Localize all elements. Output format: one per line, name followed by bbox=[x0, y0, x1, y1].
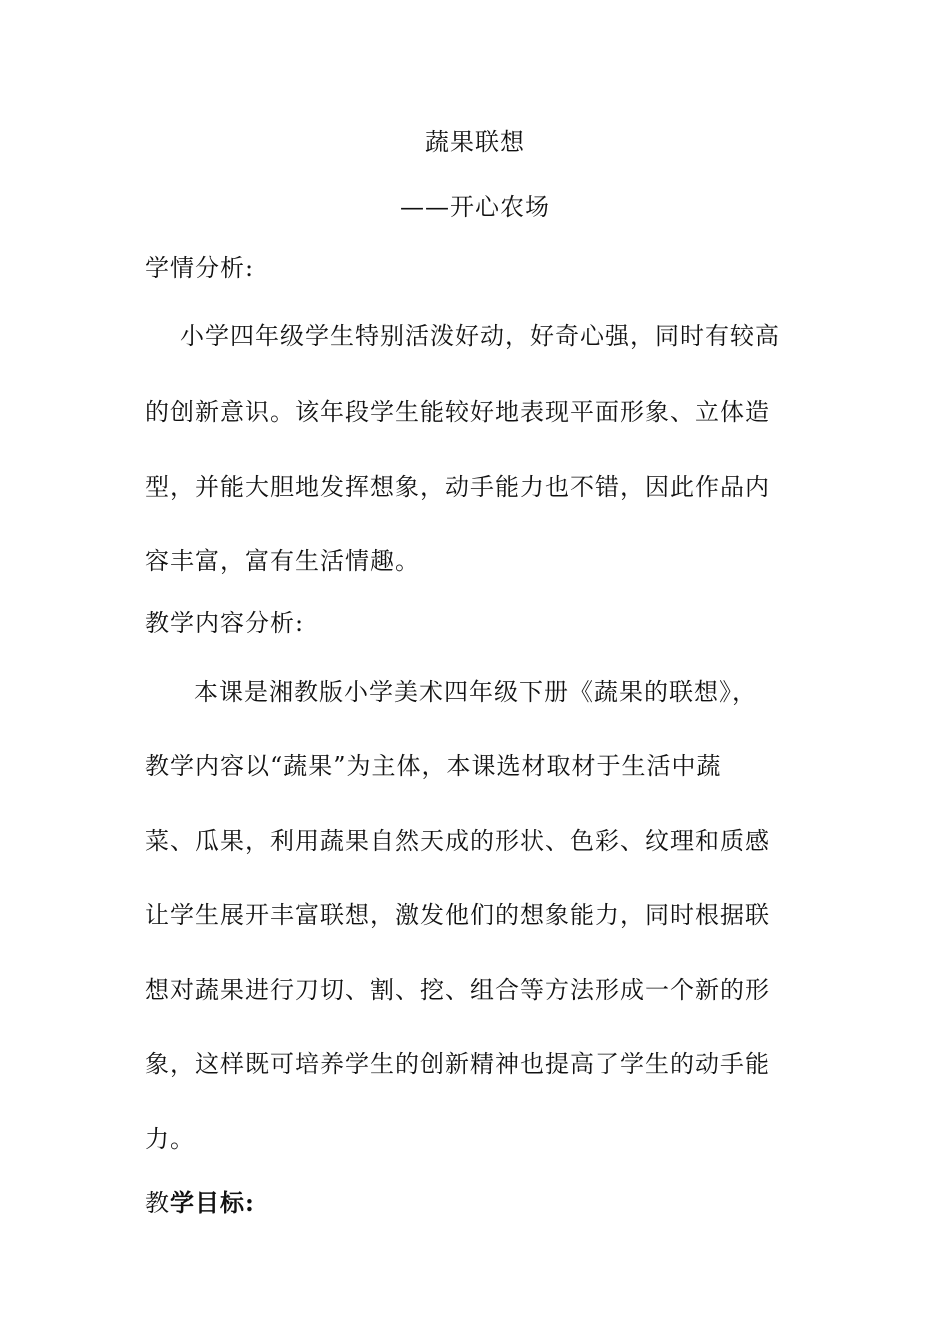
heading-part-bold: 学目标: bbox=[170, 1188, 255, 1217]
paragraph-line: 想对蔬果进行刀切、割、挖、组合等方法形成一个新的形 bbox=[145, 976, 770, 1004]
paragraph-line: 教学内容以“蔬果”为主体，本课选材取材于生活中蔬 bbox=[145, 752, 722, 780]
paragraph-line: 型，并能大胆地发挥想象，动手能力也不错，因此作品内 bbox=[145, 473, 770, 501]
heading-part-normal: 教 bbox=[145, 1189, 170, 1217]
document-title: 蔬果联想 bbox=[425, 128, 525, 156]
paragraph-line: 让学生展开丰富联想，激发他们的想象能力，同时根据联 bbox=[145, 901, 770, 929]
section-heading-teaching-goals bbox=[145, 1187, 255, 1219]
paragraph-line: 象，这样既可培养学生的创新精神也提高了学生的动手能 bbox=[145, 1050, 770, 1078]
paragraph-line: 的创新意识。该年段学生能较好地表现平面形象、立体造 bbox=[145, 398, 770, 426]
section-heading-student-analysis: 学情分析: bbox=[145, 254, 255, 282]
paragraph-line: 菜、瓜果，利用蔬果自然天成的形状、色彩、纹理和质感 bbox=[145, 827, 770, 855]
paragraph-line: 力。 bbox=[145, 1125, 195, 1153]
paragraph-line: 本课是湘教版小学美术四年级下册《蔬果的联想》， bbox=[194, 678, 757, 706]
section-heading-content-analysis: 教学内容分析: bbox=[145, 609, 305, 637]
document-subtitle: ——开心农场 bbox=[400, 193, 550, 221]
paragraph-line: 容丰富，富有生活情趣。 bbox=[145, 547, 420, 575]
paragraph-line: 小学四年级学生特别活泼好动，好奇心强，同时有较高 bbox=[180, 322, 780, 350]
